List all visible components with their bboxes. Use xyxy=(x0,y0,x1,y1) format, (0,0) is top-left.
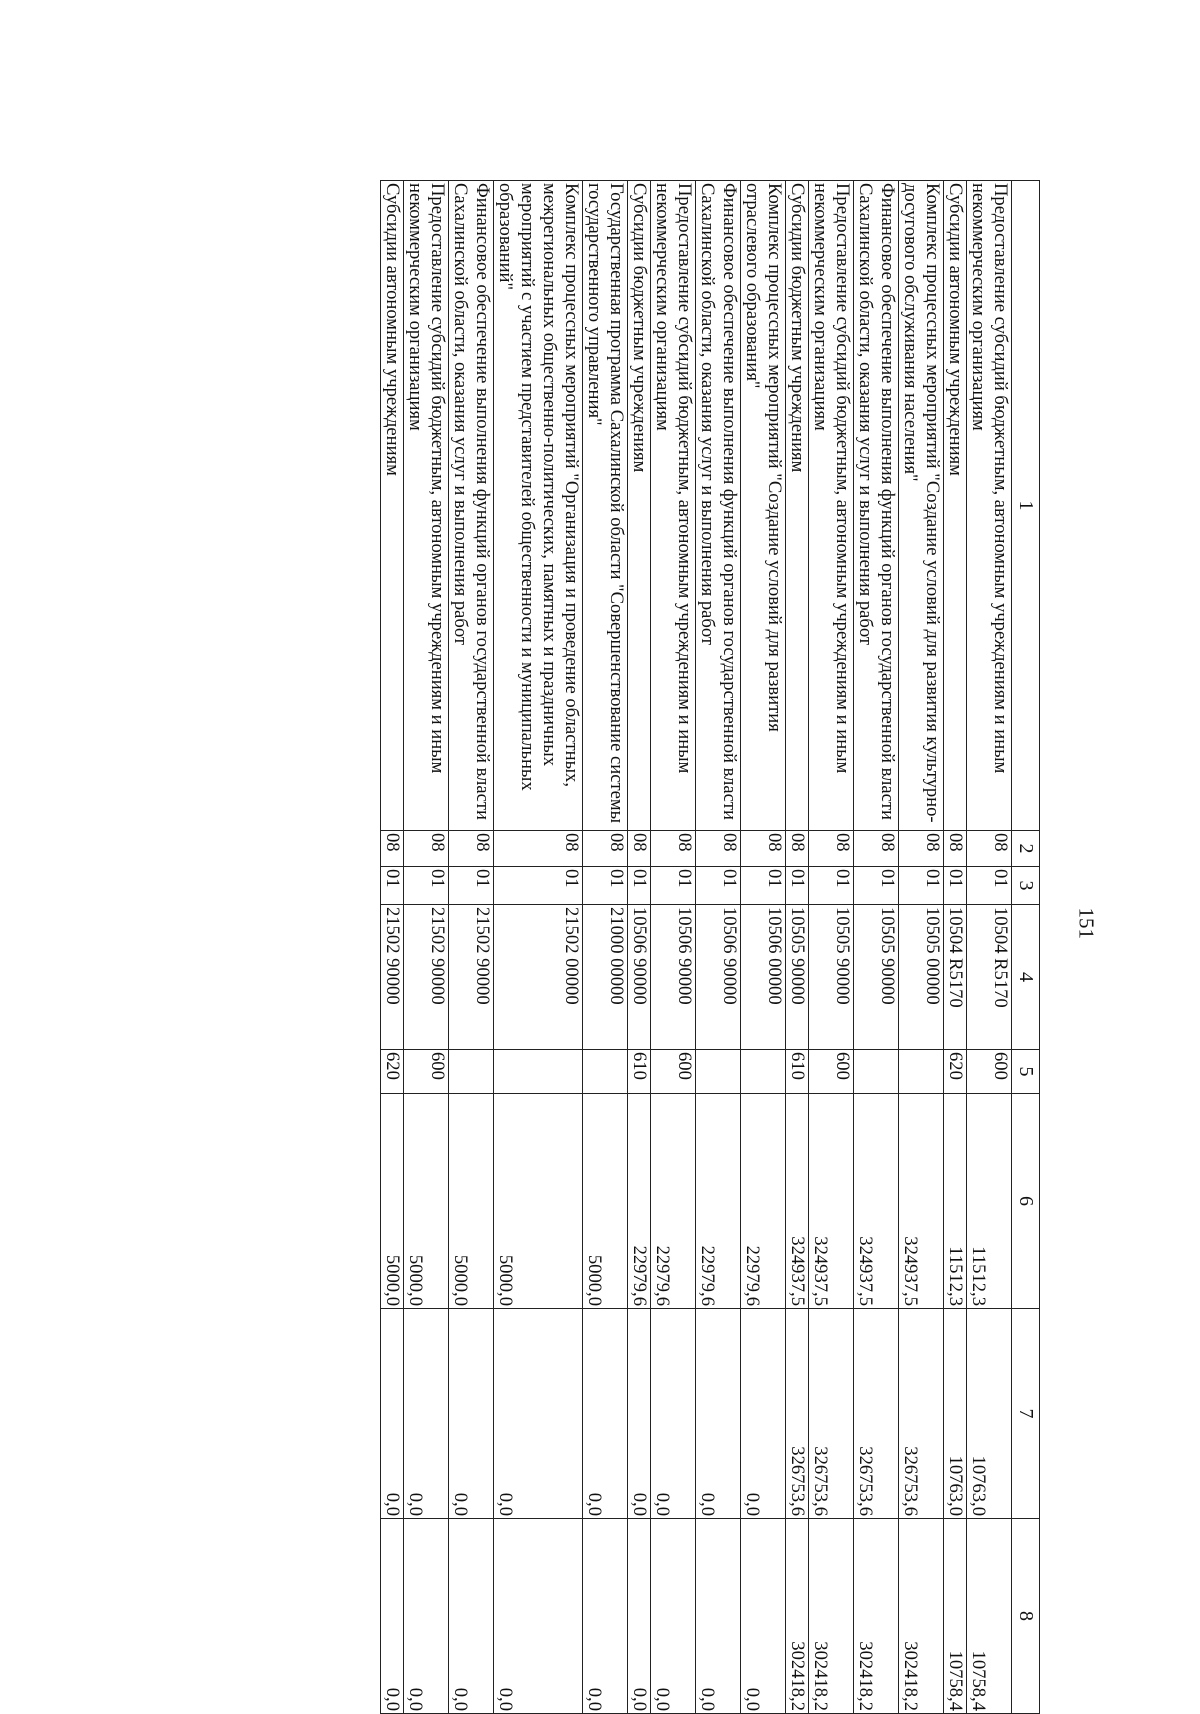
table-row xyxy=(696,181,741,1714)
table-row xyxy=(494,181,583,1714)
row-amount-year3-cell: 10758,4 xyxy=(944,1519,967,1714)
row-expense-type-cell xyxy=(494,1050,583,1094)
header-cell-6: 6 xyxy=(1012,1094,1040,1309)
row-target-article-cell: 10504 R5170 xyxy=(944,905,967,1050)
row-amount-year2-cell: 0,0 xyxy=(381,1309,404,1519)
row-subsection-cell: 01 xyxy=(741,867,786,905)
row-amount-year2-cell: 0,0 xyxy=(628,1309,651,1519)
table-header-row xyxy=(1012,181,1040,1714)
row-expense-type-cell: 600 xyxy=(967,1050,1012,1094)
row-amount-year2-cell: 0,0 xyxy=(696,1309,741,1519)
row-target-article-cell: 10504 R5170 xyxy=(967,905,1012,1050)
row-target-article-cell: 10506 90000 xyxy=(651,905,696,1050)
row-amount-year1-cell: 22979,6 xyxy=(741,1094,786,1309)
row-expense-type-cell: 610 xyxy=(628,1050,651,1094)
row-amount-year1-cell: 22979,6 xyxy=(696,1094,741,1309)
row-amount-year2-cell: 0,0 xyxy=(494,1309,583,1519)
page-number: 151 xyxy=(1074,907,1099,939)
row-expense-type-cell: 600 xyxy=(651,1050,696,1094)
table-row xyxy=(628,181,651,1714)
row-target-article-cell: 10506 00000 xyxy=(741,905,786,1050)
row-section-cell: 08 xyxy=(696,831,741,867)
row-target-article-cell: 21502 90000 xyxy=(449,905,494,1050)
row-name-cell: Комплекс процессных мероприятий "Организация и проведение областных, межрегиональных общественно-политических, памятных и праздничных мероприятий с участием представителей общественности и муниципальных образований" xyxy=(494,181,583,831)
row-expense-type-cell: 620 xyxy=(944,1050,967,1094)
row-amount-year1-cell: 5000,0 xyxy=(494,1094,583,1309)
row-section-cell: 08 xyxy=(854,831,899,867)
row-amount-year1-cell: 22979,6 xyxy=(651,1094,696,1309)
row-section-cell: 08 xyxy=(899,831,944,867)
row-section-cell: 08 xyxy=(628,831,651,867)
row-amount-year3-cell: 0,0 xyxy=(651,1519,696,1714)
row-amount-year3-cell: 302418,2 xyxy=(899,1519,944,1714)
row-expense-type-cell xyxy=(696,1050,741,1094)
row-amount-year2-cell: 0,0 xyxy=(583,1309,628,1519)
row-subsection-cell: 01 xyxy=(628,867,651,905)
row-amount-year2-cell: 10763,0 xyxy=(944,1309,967,1519)
row-subsection-cell: 01 xyxy=(651,867,696,905)
row-section-cell: 08 xyxy=(741,831,786,867)
row-section-cell: 08 xyxy=(651,831,696,867)
row-amount-year2-cell: 326753,6 xyxy=(786,1309,809,1519)
row-amount-year1-cell: 324937,5 xyxy=(854,1094,899,1309)
row-amount-year3-cell: 0,0 xyxy=(381,1519,404,1714)
header-cell-5: 5 xyxy=(1012,1050,1040,1094)
row-expense-type-cell xyxy=(899,1050,944,1094)
table-row xyxy=(944,181,967,1714)
header-cell-1: 1 xyxy=(1012,181,1040,831)
table-row xyxy=(404,181,449,1714)
table-row xyxy=(809,181,854,1714)
header-cell-3: 3 xyxy=(1012,867,1040,905)
row-name-cell: Финансовое обеспечение выполнения функций органов государственной власти Сахалинской области, оказания услуг и выполнения работ xyxy=(696,181,741,831)
row-expense-type-cell: 620 xyxy=(381,1050,404,1094)
row-name-cell: Предоставление субсидий бюджетным, автономным учреждениям и иным некоммерческим организациям xyxy=(967,181,1012,831)
row-subsection-cell: 01 xyxy=(809,867,854,905)
row-expense-type-cell xyxy=(583,1050,628,1094)
table-row xyxy=(741,181,786,1714)
row-subsection-cell: 01 xyxy=(381,867,404,905)
row-name-cell: Финансовое обеспечение выполнения функций органов государственной власти Сахалинской области, оказания услуг и выполнения работ xyxy=(449,181,494,831)
row-section-cell: 08 xyxy=(404,831,449,867)
rotated-page-content xyxy=(120,180,1040,1713)
table-row xyxy=(967,181,1012,1714)
table-row xyxy=(381,181,404,1714)
row-amount-year3-cell: 0,0 xyxy=(494,1519,583,1714)
row-amount-year2-cell: 326753,6 xyxy=(854,1309,899,1519)
row-amount-year2-cell: 10763,0 xyxy=(967,1309,1012,1519)
row-section-cell: 08 xyxy=(944,831,967,867)
table-row xyxy=(854,181,899,1714)
row-amount-year1-cell: 5000,0 xyxy=(404,1094,449,1309)
row-amount-year1-cell: 324937,5 xyxy=(899,1094,944,1309)
table-row xyxy=(786,181,809,1714)
row-subsection-cell: 01 xyxy=(899,867,944,905)
row-subsection-cell: 01 xyxy=(944,867,967,905)
row-amount-year3-cell: 0,0 xyxy=(628,1519,651,1714)
row-section-cell: 08 xyxy=(786,831,809,867)
header-cell-8: 8 xyxy=(1012,1519,1040,1714)
row-target-article-cell: 21502 90000 xyxy=(381,905,404,1050)
row-amount-year1-cell: 5000,0 xyxy=(583,1094,628,1309)
row-expense-type-cell xyxy=(449,1050,494,1094)
header-cell-4: 4 xyxy=(1012,905,1040,1050)
row-amount-year2-cell: 0,0 xyxy=(449,1309,494,1519)
row-expense-type-cell: 600 xyxy=(809,1050,854,1094)
row-name-cell: Предоставление субсидий бюджетным, автономным учреждениям и иным некоммерческим организациям xyxy=(404,181,449,831)
row-amount-year1-cell: 324937,5 xyxy=(809,1094,854,1309)
table-row xyxy=(651,181,696,1714)
row-subsection-cell: 01 xyxy=(854,867,899,905)
row-amount-year3-cell: 302418,2 xyxy=(786,1519,809,1714)
row-amount-year3-cell: 0,0 xyxy=(741,1519,786,1714)
row-section-cell: 08 xyxy=(967,831,1012,867)
row-expense-type-cell xyxy=(741,1050,786,1094)
row-target-article-cell: 21502 90000 xyxy=(404,905,449,1050)
row-name-cell: Предоставление субсидий бюджетным, автономным учреждениям и иным некоммерческим организациям xyxy=(809,181,854,831)
row-amount-year2-cell: 0,0 xyxy=(651,1309,696,1519)
row-section-cell: 08 xyxy=(809,831,854,867)
row-amount-year2-cell: 0,0 xyxy=(741,1309,786,1519)
table-row xyxy=(899,181,944,1714)
budget-table xyxy=(380,180,1040,1714)
row-amount-year1-cell: 5000,0 xyxy=(381,1094,404,1309)
row-section-cell: 08 xyxy=(381,831,404,867)
row-subsection-cell: 01 xyxy=(494,867,583,905)
row-target-article-cell: 10505 90000 xyxy=(854,905,899,1050)
row-subsection-cell: 01 xyxy=(786,867,809,905)
header-cell-7: 7 xyxy=(1012,1309,1040,1519)
row-target-article-cell: 10505 90000 xyxy=(786,905,809,1050)
row-name-cell: Субсидии автономным учреждениям xyxy=(381,181,404,831)
row-amount-year3-cell: 0,0 xyxy=(404,1519,449,1714)
row-amount-year3-cell: 302418,2 xyxy=(809,1519,854,1714)
row-amount-year3-cell: 10758,4 xyxy=(967,1519,1012,1714)
row-subsection-cell: 01 xyxy=(696,867,741,905)
row-amount-year1-cell: 22979,6 xyxy=(628,1094,651,1309)
row-amount-year1-cell: 11512,3 xyxy=(967,1094,1012,1309)
row-expense-type-cell: 600 xyxy=(404,1050,449,1094)
row-amount-year1-cell: 324937,5 xyxy=(786,1094,809,1309)
row-name-cell: Предоставление субсидий бюджетным, автономным учреждениям и иным некоммерческим организациям xyxy=(651,181,696,831)
row-amount-year2-cell: 326753,6 xyxy=(809,1309,854,1519)
row-target-article-cell: 21502 00000 xyxy=(494,905,583,1050)
table-row xyxy=(449,181,494,1714)
table-row xyxy=(583,181,628,1714)
row-target-article-cell: 10505 00000 xyxy=(899,905,944,1050)
row-amount-year3-cell: 0,0 xyxy=(696,1519,741,1714)
row-name-cell: Субсидии автономным учреждениям xyxy=(944,181,967,831)
row-amount-year1-cell: 5000,0 xyxy=(449,1094,494,1309)
row-target-article-cell: 10505 90000 xyxy=(809,905,854,1050)
row-name-cell: Финансовое обеспечение выполнения функций органов государственной власти Сахалинской области, оказания услуг и выполнения работ xyxy=(854,181,899,831)
header-cell-2: 2 xyxy=(1012,831,1040,867)
row-subsection-cell: 01 xyxy=(967,867,1012,905)
row-amount-year2-cell: 0,0 xyxy=(404,1309,449,1519)
row-subsection-cell: 01 xyxy=(583,867,628,905)
row-subsection-cell: 01 xyxy=(449,867,494,905)
row-amount-year3-cell: 0,0 xyxy=(583,1519,628,1714)
row-section-cell: 08 xyxy=(494,831,583,867)
row-section-cell: 08 xyxy=(583,831,628,867)
row-expense-type-cell: 610 xyxy=(786,1050,809,1094)
row-amount-year3-cell: 302418,2 xyxy=(854,1519,899,1714)
row-amount-year3-cell: 0,0 xyxy=(449,1519,494,1714)
row-target-article-cell: 10506 90000 xyxy=(696,905,741,1050)
row-subsection-cell: 01 xyxy=(404,867,449,905)
row-amount-year1-cell: 11512,3 xyxy=(944,1094,967,1309)
row-name-cell: Субсидии бюджетным учреждениям xyxy=(786,181,809,831)
row-name-cell: Комплекс процессных мероприятий "Создание условий для развития отраслевого образования" xyxy=(741,181,786,831)
row-amount-year2-cell: 326753,6 xyxy=(899,1309,944,1519)
row-target-article-cell: 10506 90000 xyxy=(628,905,651,1050)
row-name-cell: Государственная программа Сахалинской области "Совершенствование системы государственного управления" xyxy=(583,181,628,831)
row-target-article-cell: 21000 00000 xyxy=(583,905,628,1050)
row-name-cell: Субсидии бюджетным учреждениям xyxy=(628,181,651,831)
row-section-cell: 08 xyxy=(449,831,494,867)
row-expense-type-cell xyxy=(854,1050,899,1094)
row-name-cell: Комплекс процессных мероприятий "Создание условий для развития культурно-досугового обслуживания населения" xyxy=(899,181,944,831)
